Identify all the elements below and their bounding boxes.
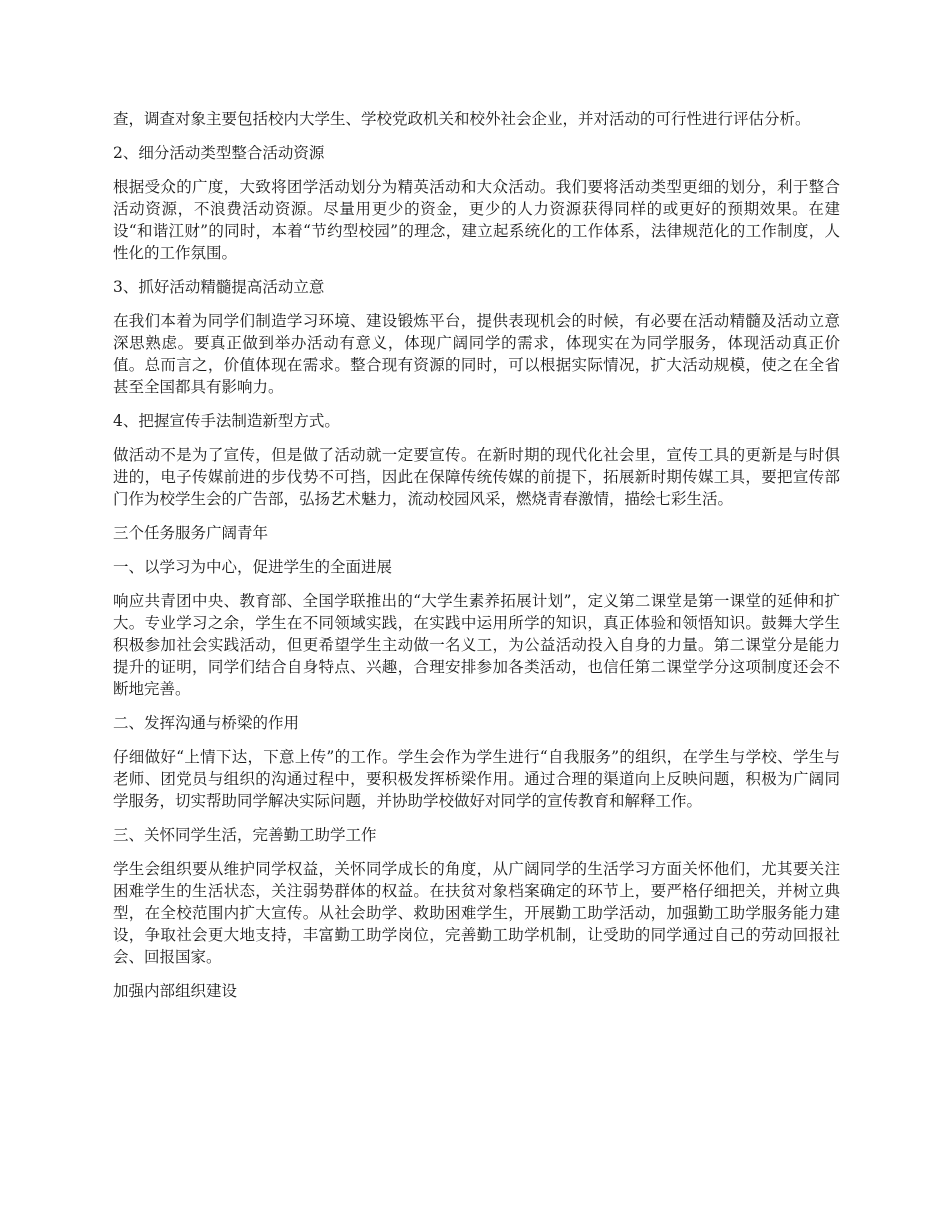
heading-publicity: 4、把握宣传手法制造新型方式。 (113, 412, 340, 430)
document-page (113, 108, 840, 1014)
paragraph-study-center: 响应共青团中央、教育部、全国学联推出的“大学生素养拓展计划”，定义第二课堂是第一课堂的延伸和扩大。专业学习之余，学生在不同领域实践，在实践中运用所学的知识，真正体验和领悟知识。鼓舞大学生积极参加社会实践活动，但更希望学生主动做一名义工，为公益活动投入自身的力量。第二课堂分是能力提升的证明，同学们结合自身特点、兴趣，合理安排参加各类活动，也信任第二课堂学分这项制度还会不断地完善。 (113, 592, 840, 698)
paragraph-student-life: 学生会组织要从维护同学权益，关怀同学成长的角度，从广阔同学的生活学习方面关怀他们，尤其要关注困难学生的生活状态，关注弱势群体的权益。在扶贫对象档案确定的环节上，要严格仔细把关，并树立典型，在全校范围内扩大宣传。从社会助学、救助困难学生，开展勤工助学活动，加强勤工助学服务能力建设，争取社会更大地支持，丰富勤工助学岗位，完善勤工助学机制，让受助的同学通过自己的劳动回报社会、回报国家。 (113, 860, 840, 966)
paragraph-publicity: 做活动不是为了宣传，但是做了活动就一定要宣传。在新时期的现代化社会里，宣传工具的更新是与时俱进的，电子传媒前进的步伐势不可挡，因此在保障传统传媒的前提下，拓展新时期传媒工具，要把宣传部门作为校学生会的广告部，弘扬艺术魅力，流动校园风采，燃烧青春激情，描绘七彩生活。 (113, 446, 840, 508)
heading-three-tasks: 三个任务服务广阔青年 (113, 524, 269, 542)
heading-bridge-role: 二、发挥沟通与桥梁的作用 (113, 714, 300, 732)
heading-activity-essence: 3、抓好活动精髓提高活动立意 (113, 278, 325, 296)
paragraph-survey-scope: 查，调查对象主要包括校内大学生、学校党政机关和校外社会企业，并对活动的可行性进行评估分析。 (113, 110, 811, 128)
heading-study-center: 一、以学习为中心，促进学生的全面进展 (113, 558, 393, 576)
heading-internal-organization: 加强内部组织建设 (113, 982, 238, 1000)
heading-student-life: 三、关怀同学生活，完善勤工助学工作 (113, 826, 377, 844)
heading-activity-types: 2、细分活动类型整合活动资源 (113, 144, 325, 162)
paragraph-activity-essence: 在我们本着为同学们制造学习环境、建设锻炼平台，提供表现机会的时候，有必要在活动精髓及活动立意深思熟虑。要真正做到举办活动有意义，体现广阔同学的需求，体现实在为同学服务，体现活动真正价值。总而言之，价值体现在需求。整合现有资源的同时，可以根据实际情况，扩大活动规模，使之在全省甚至全国都具有影响力。 (113, 312, 840, 396)
paragraph-bridge-role: 仔细做好“上情下达，下意上传”的工作。学生会作为学生进行“自我服务”的组织，在学生与学校、学生与老师、团党员与组织的沟通过程中，要积极发挥桥梁作用。通过合理的渠道向上反映问题，积极为广阔同学服务，切实帮助同学解决实际问题，并协助学校做好对同学的宣传教育和解释工作。 (113, 748, 840, 810)
paragraph-activity-types: 根据受众的广度，大致将团学活动划分为精英活动和大众活动。我们要将活动类型更细的划分，利于整合活动资源，不浪费活动资源。尽量用更少的资金，更少的人力资源获得同样的或更好的预期效果。在建设“和谐江财”的同时，本着“节约型校园”的理念，建立起系统化的工作体系，法律规范化的工作制度，人性化的工作氛围。 (113, 178, 840, 262)
